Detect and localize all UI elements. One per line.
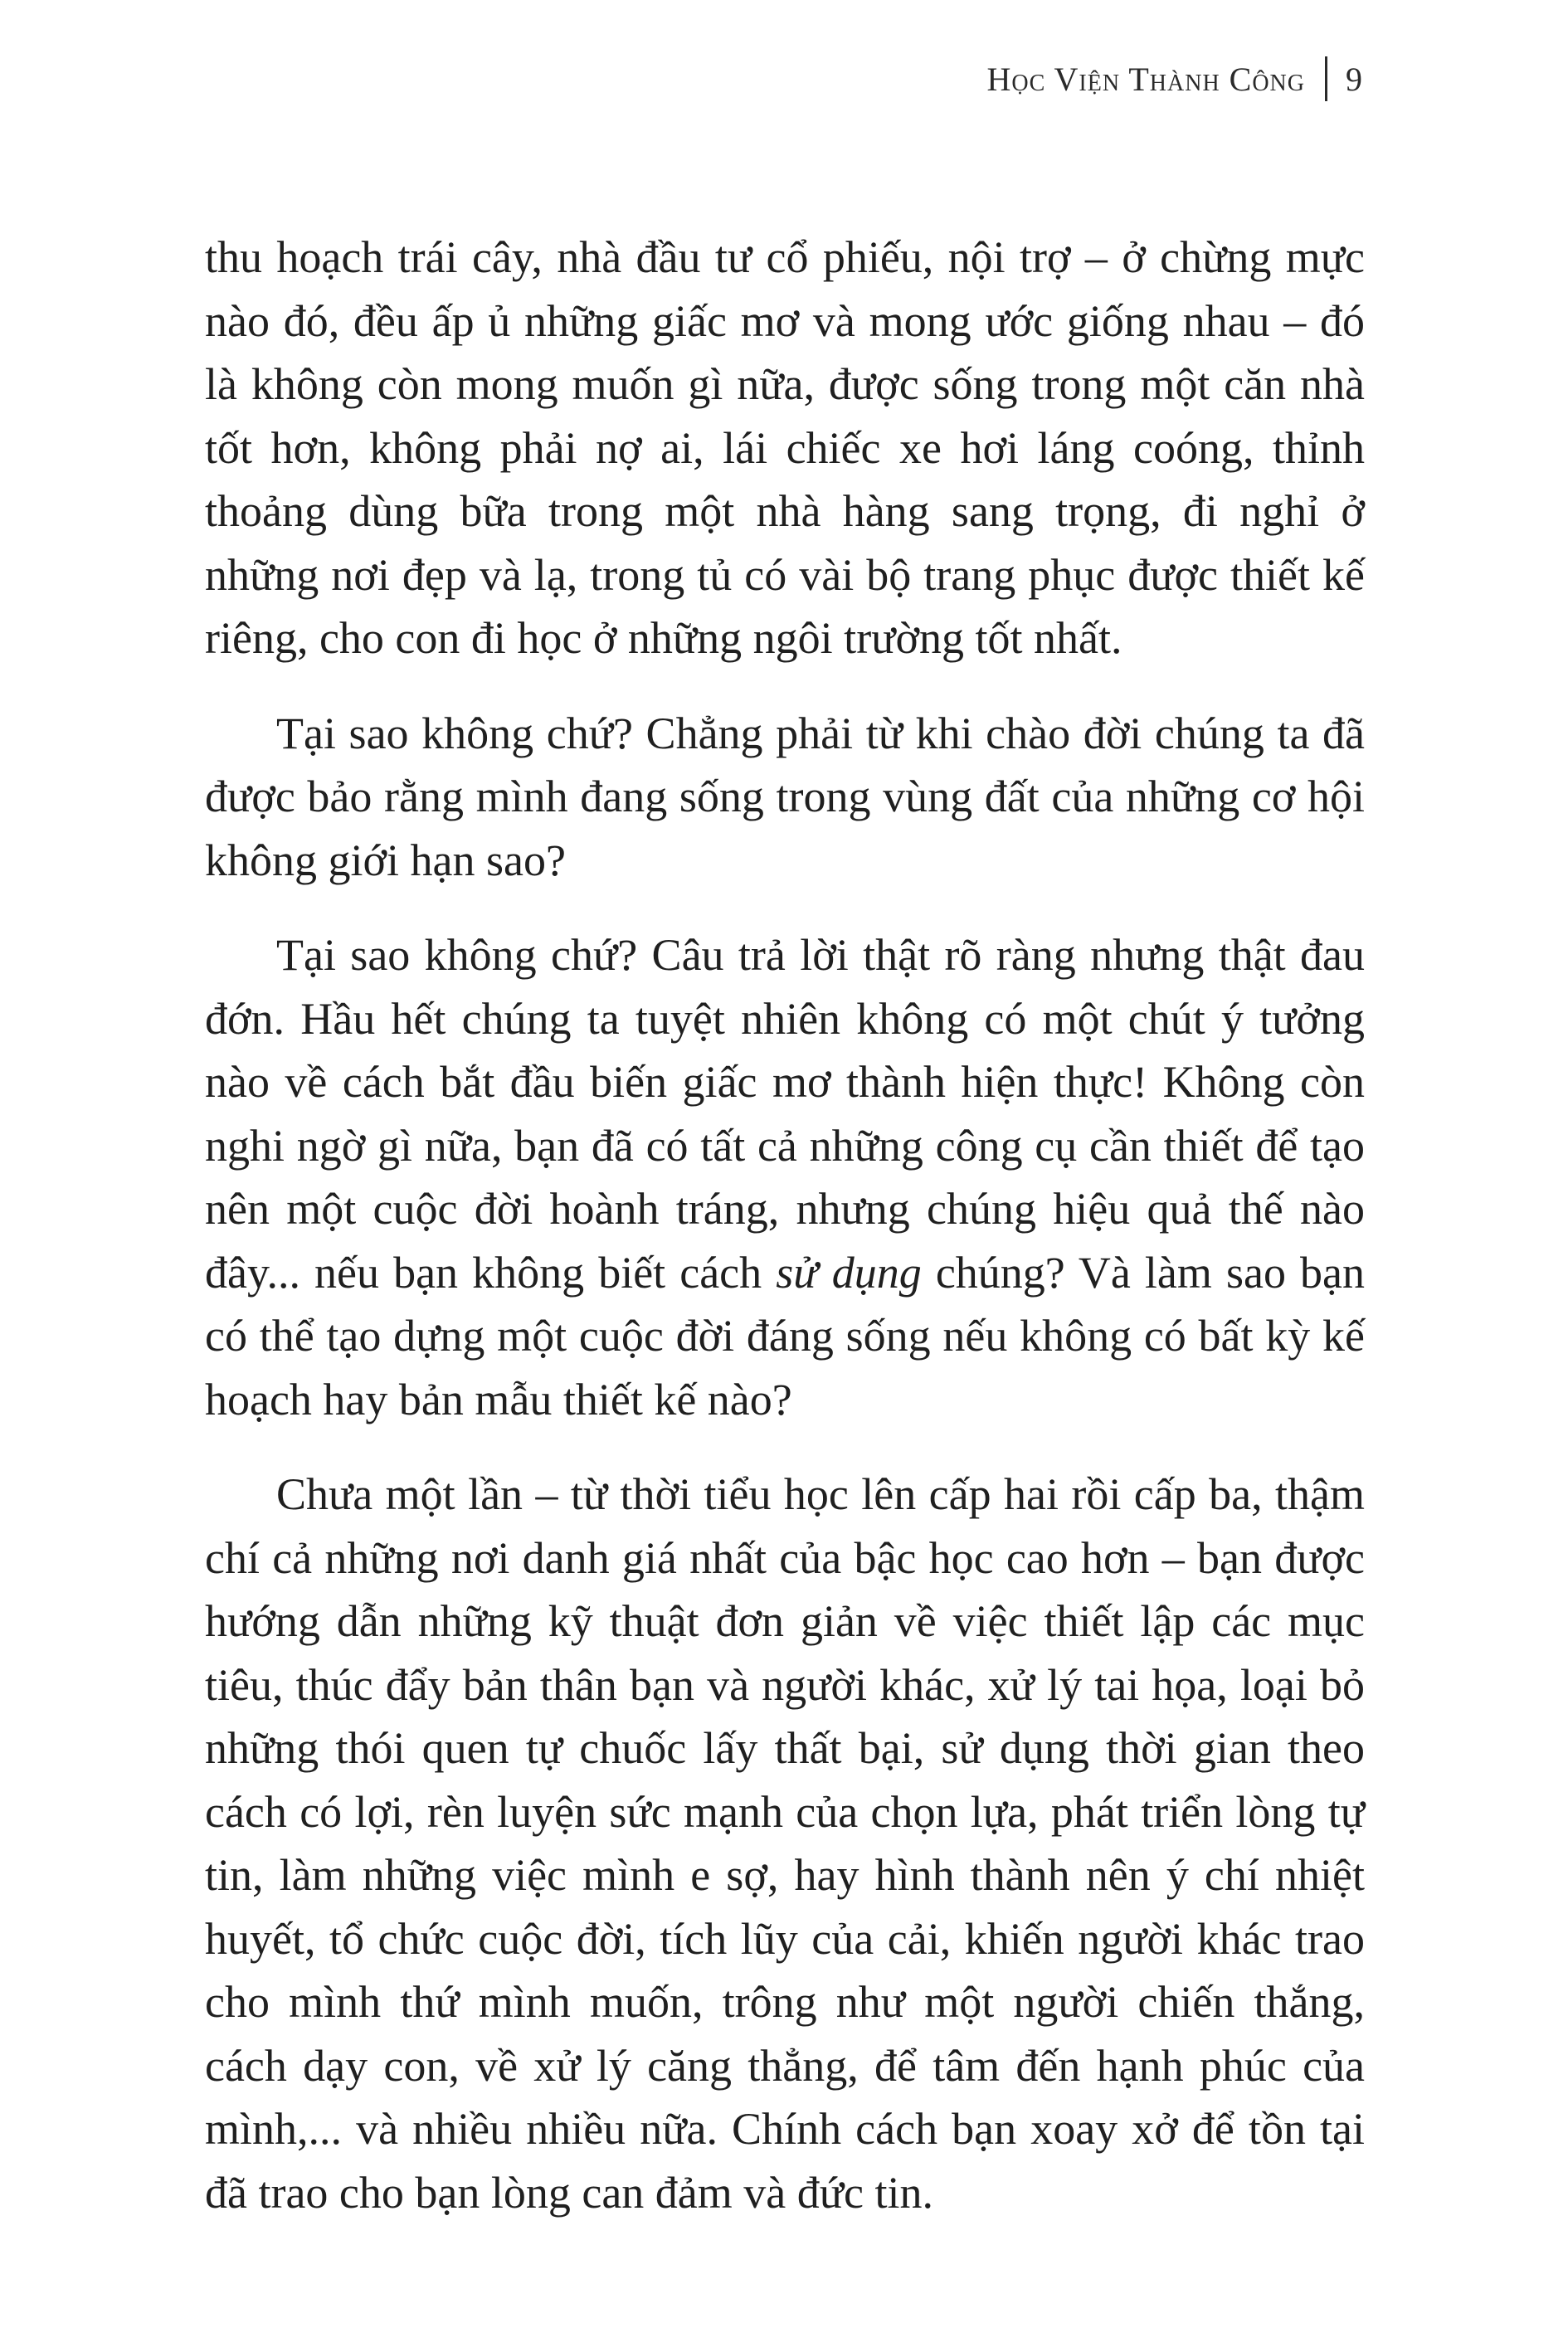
page-number: 9 (1346, 60, 1363, 98)
paragraph-text-after-italic: chúng? Và làm sao bạn có thể tạo dựng một cuộc đời đáng sống nếu không có bất kỳ kế hoạch hay bản mẫu thiết kế nào? (205, 1247, 1365, 1424)
paragraph-text-before-italic: Tại sao không chứ? Câu trả lời thật rõ ràng nhưng thật đau đớn. Hầu hết chúng ta tuyệt nhiên không có một chút ý tưởng nào về cách bắt đầu biến giấc mơ thành hiện thực! Không còn nghi ngờ gì nữa, bạn đã có tất cả những công cụ cần thiết để tạo nên một cuộc đời hoành tráng, nhưng chúng hiệu quả thế nào đây... nếu bạn không biết cách (205, 930, 1365, 1298)
paragraph-never-once: Chưa một lần – từ thời tiểu học lên cấp hai rồi cấp ba, thậm chí cả những nơi danh giá nhất của bậc học cao hơn – bạn được hướng dẫn những kỹ thuật đơn giản về việc thiết lập các mục tiêu, thúc đẩy bản thân bạn và người khác, xử lý tai họa, loại bỏ những thói quen tự chuốc lấy thất bại, sử dụng thời gian theo cách có lợi, rèn luyện sức mạnh của chọn lựa, phát triển lòng tự tin, làm những việc mình e sợ, hay hình thành nên ý chí nhiệt huyết, tổ chức cuộc đời, tích lũy của cải, khiến người khác trao cho mình thứ mình muốn, trông như một người chiến thắng, cách dạy con, về xử lý căng thẳng, để tâm đến hạnh phúc của mình,... và nhiều nhiều nữa. Chính cách bạn xoay xở để tồn tại đã trao cho bạn lòng can đảm và đức tin. (205, 1469, 1365, 2218)
paragraph-why-not-2 (205, 923, 1365, 1431)
running-header (986, 56, 1363, 101)
paragraph-why-not-1: Tại sao không chứ? Chẳng phải từ khi chào đời chúng ta đã được bảo rằng mình đang sống trong vùng đất của những cơ hội không giới hạn sao? (205, 708, 1365, 885)
running-header-title: Học Viện Thành Công (986, 60, 1305, 98)
paragraph-continuation: thu hoạch trái cây, nhà đầu tư cổ phiếu, nội trợ – ở chừng mực nào đó, đều ấp ủ những giấc mơ và mong ước giống nhau – đó là không còn mong muốn gì nữa, được sống trong một căn nhà tốt hơn, không phải nợ ai, lái chiếc xe hơi láng coóng, thỉnh thoảng dùng bữa trong một nhà hàng sang trọng, đi nghỉ ở những nơi đẹp và lạ, trong tủ có vài bộ trang phục được thiết kế riêng, cho con đi học ở những ngôi trường tốt nhất. (205, 232, 1365, 663)
body-text (205, 226, 1365, 2256)
italic-emphasis: sử dụng (776, 1247, 922, 1298)
header-divider (1325, 56, 1327, 101)
